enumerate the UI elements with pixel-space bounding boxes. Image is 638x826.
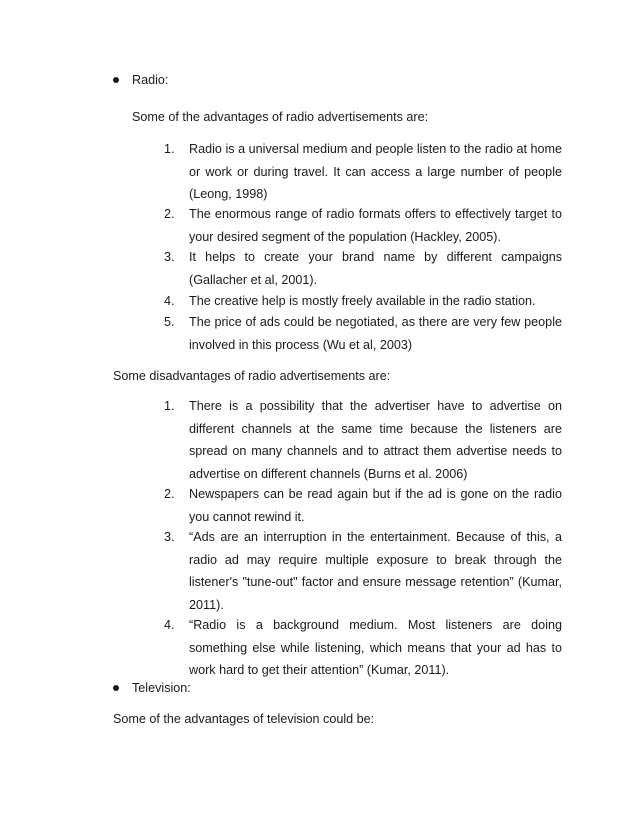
list-item: The enormous range of radio formats offers to effectively target to your desired segment of the population (Hackley, 2005).: [189, 207, 562, 244]
list-number: 3.: [164, 250, 175, 264]
bullet-icon: [113, 685, 119, 691]
list-item: It helps to create your brand name by different campaigns (Gallacher et al, 2001).: [189, 250, 562, 287]
disadvantages-intro: Some disadvantages of radio advertisements are:: [113, 369, 391, 383]
list-item: There is a possibility that the advertiser have to advertise on different channels at the same time because the listeners are spread on many channels and to attract them advertise needs to advertise on different channels (Burns et al. 2006): [189, 399, 562, 481]
list-number: 5.: [164, 315, 175, 329]
list-item: “Radio is a background medium. Most listeners are doing something else while listening, which means that your ad has to work hard to get their attention” (Kumar, 2011).: [189, 618, 562, 678]
television-heading: Television:: [132, 681, 191, 695]
list-number: 4.: [164, 294, 175, 308]
list-number: 1.: [164, 399, 175, 413]
list-item: Newspapers can be read again but if the ad is gone on the radio you cannot rewind it.: [189, 487, 562, 524]
list-number: 2.: [164, 487, 175, 501]
list-item: The price of ads could be negotiated, as there are very few people involved in this process (Wu et al, 2003): [189, 315, 562, 352]
radio-heading: Radio:: [132, 73, 169, 87]
television-intro: Some of the advantages of television could be:: [113, 712, 375, 726]
advantages-intro: Some of the advantages of radio advertisements are:: [132, 110, 429, 124]
list-item: Radio is a universal medium and people listen to the radio at home or work or during travel. It can access a large number of people (Leong, 1998): [189, 142, 562, 202]
list-item: “Ads are an interruption in the entertainment. Because of this, a radio ad may require multiple exposure to break through the listener's "tune-out" factor and ensure message retention” (Kumar, 2011).: [189, 530, 562, 612]
list-number: 2.: [164, 207, 175, 221]
list-number: 4.: [164, 618, 175, 632]
bullet-icon: [113, 77, 119, 83]
list-number: 3.: [164, 530, 175, 544]
list-item: The creative help is mostly freely available in the radio station.: [189, 294, 536, 308]
list-number: 1.: [164, 142, 175, 156]
